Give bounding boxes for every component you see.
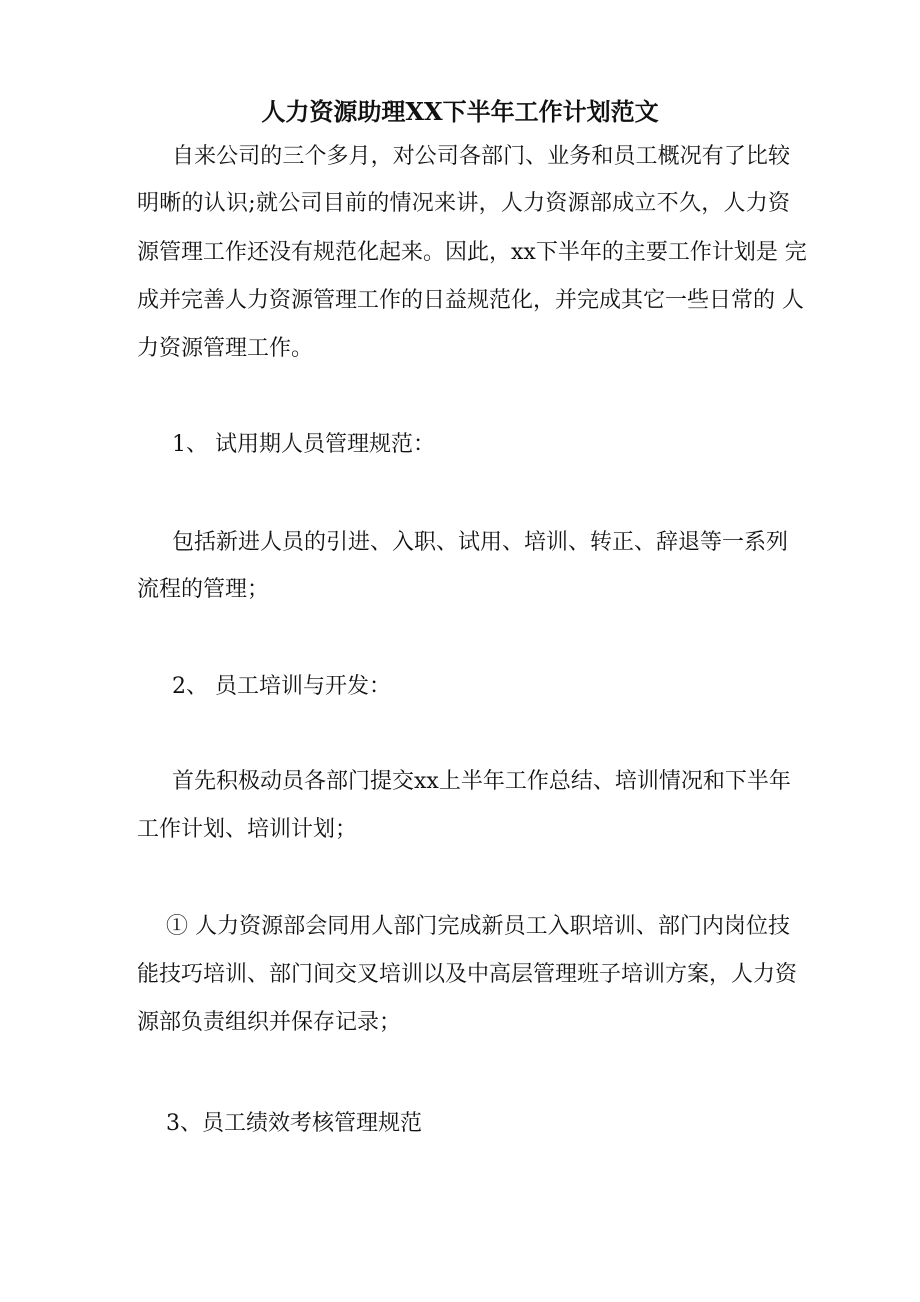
section-2-item-line: ① 人力资源部会同用人部门完成新员工入职培训、部门内岗位技 [166,914,790,939]
section-2-heading: 2、 员工培训与开发： [172,674,391,699]
section-1-line: 流程的管理； [137,577,270,602]
section-2-item-line: 源部负责组织并保存记录； [137,1010,402,1035]
section-2-item-line: 能技巧培训、部门间交叉培训以及中高层管理班子培训方案，人力资 [137,962,798,987]
section-1-line: 包括新进人员的引进、入职、试用、培训、转正、辞退等一系列 [172,530,789,555]
intro-line: 力资源管理工作。 [137,336,314,361]
section-2-line: 首先积极动员各部门提交xx上半年工作总结、培训情况和下半年 [172,769,791,794]
intro-line: 成并完善人力资源管理工作的日益规范化，并完成其它一些日常的 人 [137,288,804,313]
intro-line: 源管理工作还没有规范化起来。因此，xx下半年的主要工作计划是 完 [137,240,807,265]
section-2-line: 工作计划、培训计划； [137,817,358,842]
intro-line: 明晰的认识;就公司目前的情况来讲，人力资源部成立不久，人力资 [137,191,790,216]
section-1-heading: 1、 试用期人员管理规范： [172,432,435,457]
document-title: 人力资源助理XX下半年工作计划范文 [261,97,659,126]
intro-line: 自来公司的三个多月，对公司各部门、业务和员工概况有了比较 [172,144,790,169]
section-3-heading: 3、员工绩效考核管理规范 [166,1111,422,1136]
